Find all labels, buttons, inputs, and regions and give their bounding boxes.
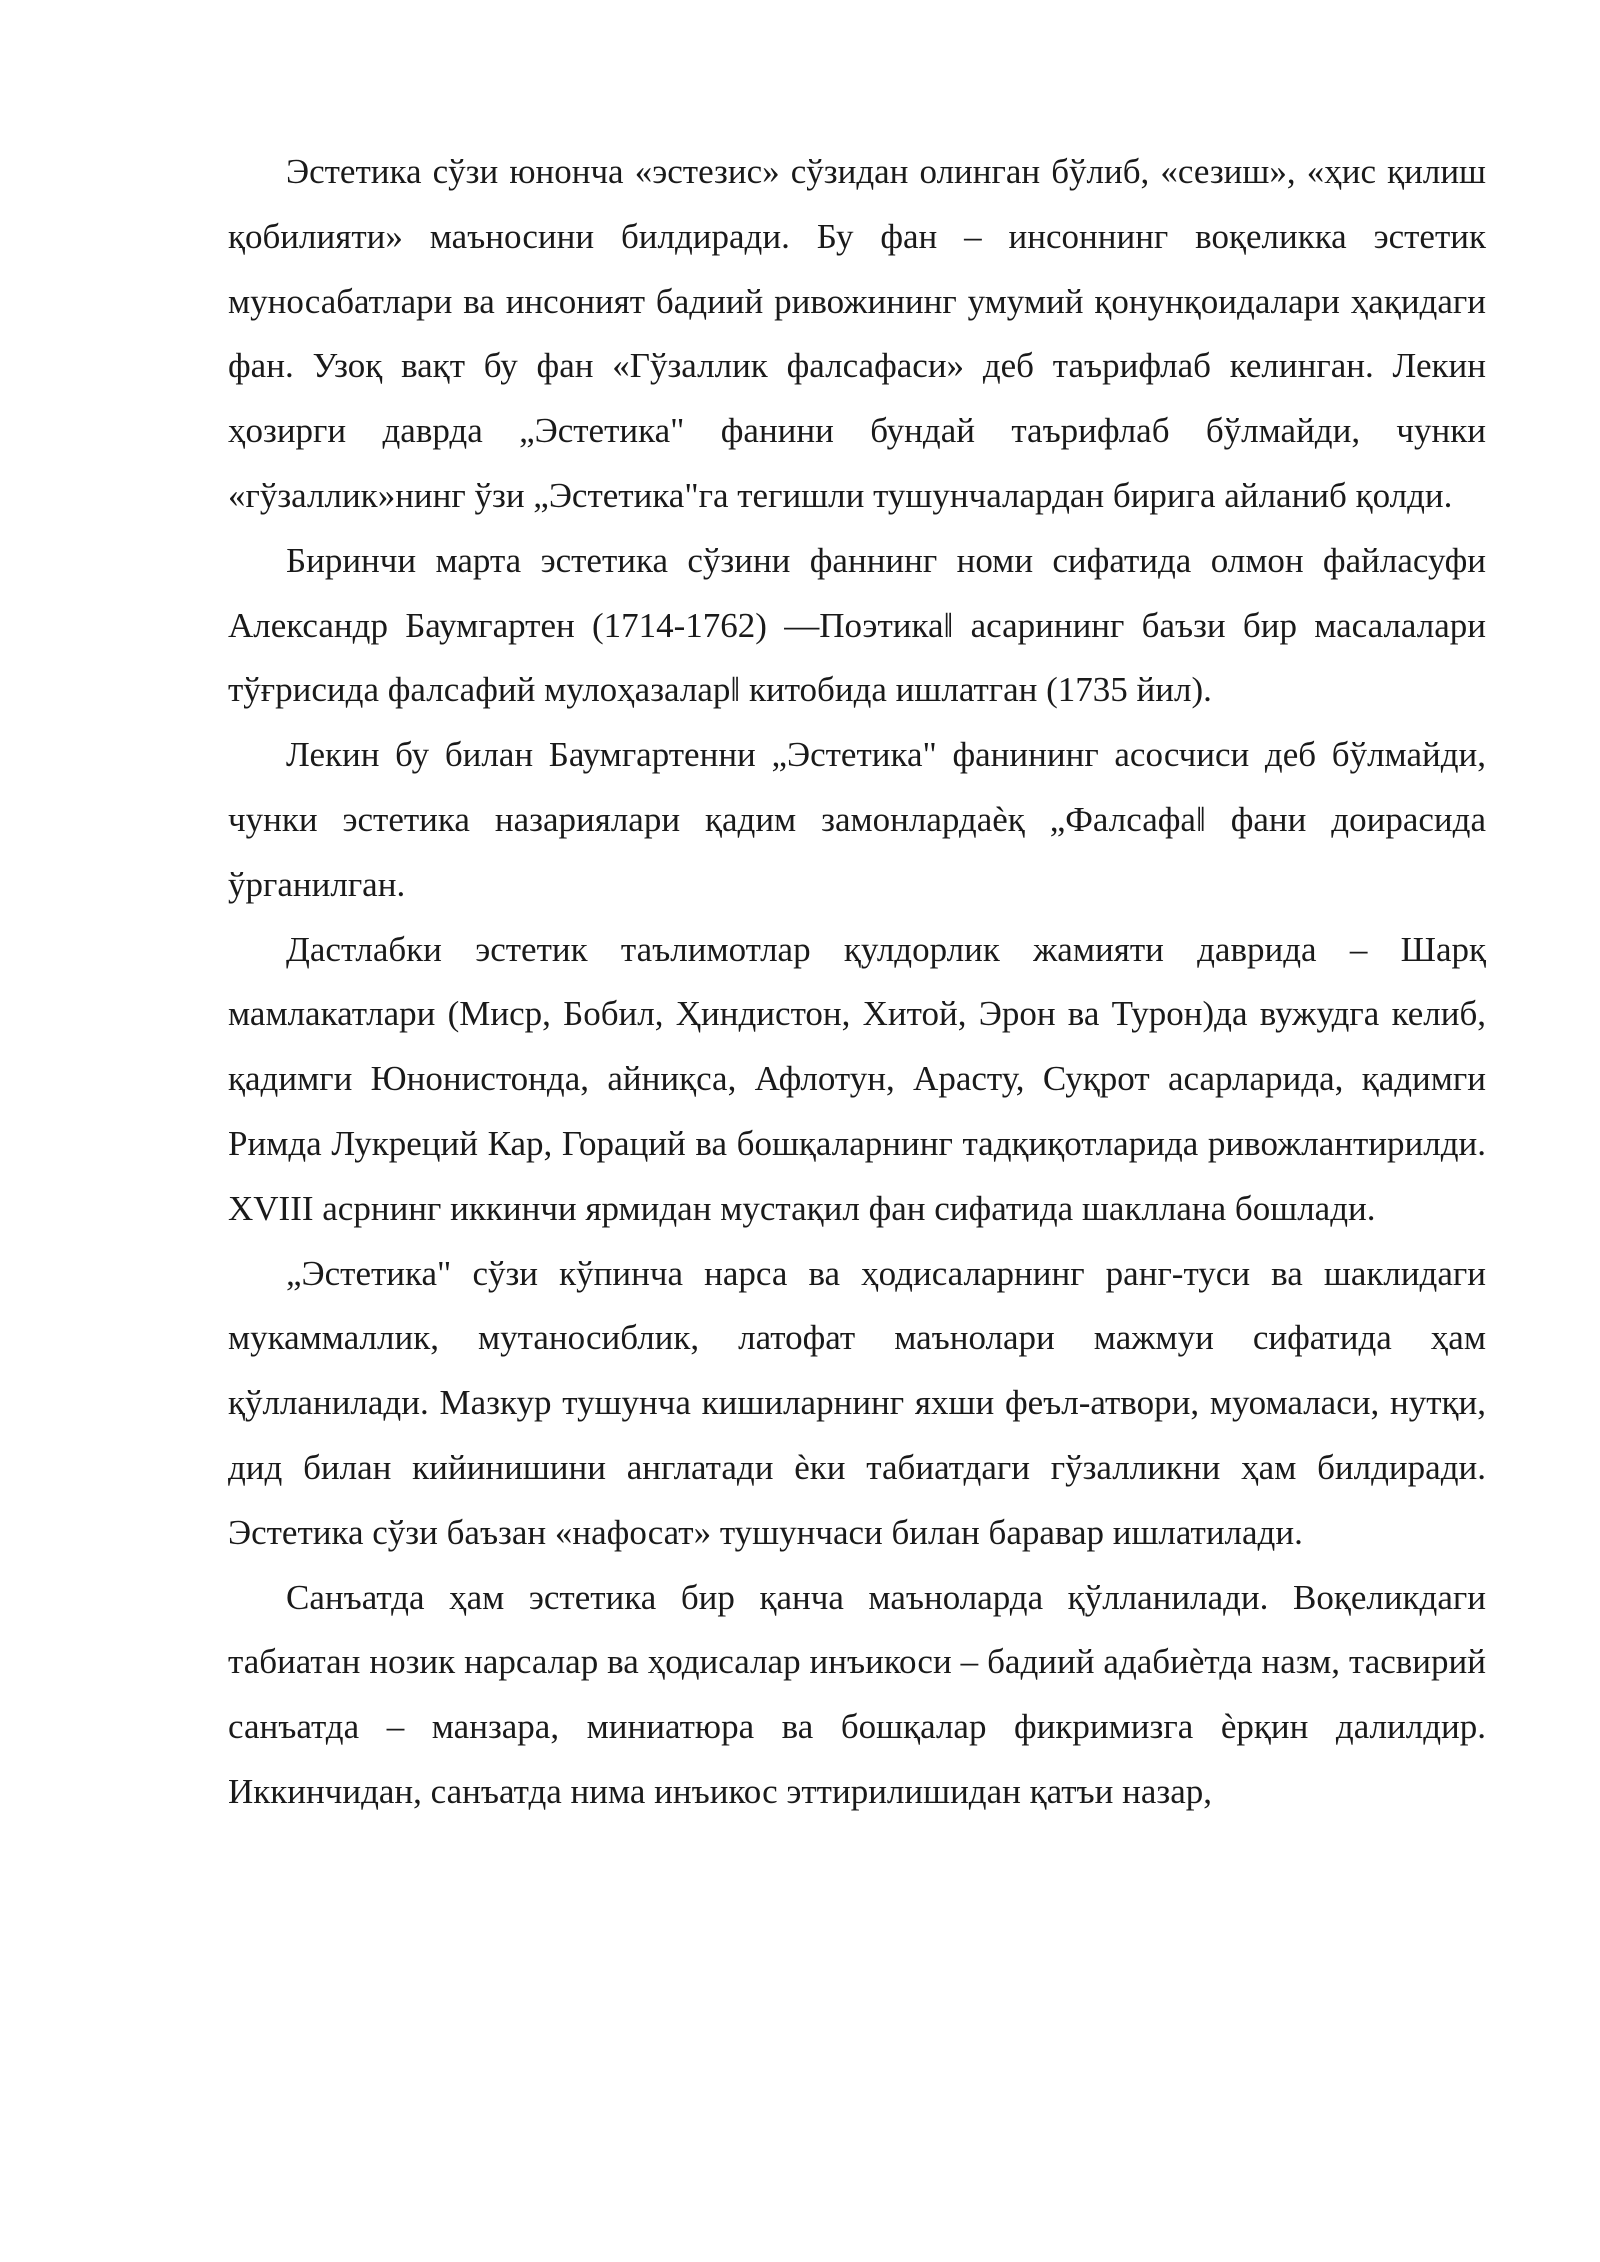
paragraph-usage: „Эстетика" сўзи кўпинча нарса ва ҳодисаларнинг ранг-туси ва шаклидаги мукаммаллик, мутаносиблик, латофат маънолари мажмуи сифатида ҳам қўлланилади. Мазкур тушунча кишиларнинг яхши феъл-атвори, муомаласи, нутқи, дид билан кийинишини англатади ѐки табиатдаги гўзалликни ҳам билдиради. Эстетика сўзи баъзан «нафосат» тушунчаси билан баравар ишлатилади. <box>228 1253 1486 1552</box>
paragraph-baumgarten: Биринчи марта эстетика сўзини фаннинг номи сифатида олмон файласуфи Александр Баумгартен (1714-1762) ―Поэтика‖ асарининг баъзи бир масалалари тўғрисида фалсафий мулоҳазалар‖ китобида ишлатган (1735 йил). <box>228 540 1486 710</box>
paragraph-etymology: Эстетика сўзи юнонча «эстезис» сўзидан олинган бўлиб, «сезиш», «ҳис қилиш қобилияти» маъносини билдиради. Бу фан – инсоннинг воқеликка эстетик муносабатлари ва инсоният бадиий ривожининг умумий қонунқоидалари ҳақидаги фан. Узоқ вақт бу фан «Гўзаллик фалсафаси» деб таърифлаб келинган. Лекин ҳозирги даврда „Эстетика" фанини бундай таърифлаб бўлмайди, чунки «гўзаллик»нинг ўзи „Эстетика"га тегишли тушунчалардан бирига айланиб қолди. <box>228 152 1486 515</box>
document-page <box>228 140 1486 1825</box>
paragraph-art: Санъатда ҳам эстетика бир қанча маъноларда қўлланилади. Воқеликдаги табиатан нозик нарсалар ва ҳодисалар инъикоси – бадиий адабиѐтда назм, тасвирий санъатда – манзара, миниатюра ва бошқалар фикримизга ѐрқин далилдир. Иккинчидан, санъатда нима инъикос эттирилишидан қатъи назар, <box>228 1577 1486 1811</box>
paragraph-founder: Лекин бу билан Баумгартенни „Эстетика" фанининг асосчиси деб бўлмайди, чунки эстетика назариялари қадим замонлардаѐқ „Фалсафа‖ фани доирасида ўрганилган. <box>228 735 1486 904</box>
paragraph-early-teachings: Дастлабки эстетик таълимотлар қулдорлик жамияти даврида – Шарқ мамлакатлари (Миср, Бобил, Ҳиндистон, Хитой, Эрон ва Турон)да вужудга келиб, қадимги Юнонистонда, айниқса, Афлотун, Арасту, Суқрот асарларида, қадимги Римда Лукреций Кар, Гораций ва бошқаларнинг тадқиқотларида ривожлантирилди. XVIII асрнинг иккинчи ярмидан мустақил фан сифатида шакллана бошлади. <box>228 929 1486 1228</box>
